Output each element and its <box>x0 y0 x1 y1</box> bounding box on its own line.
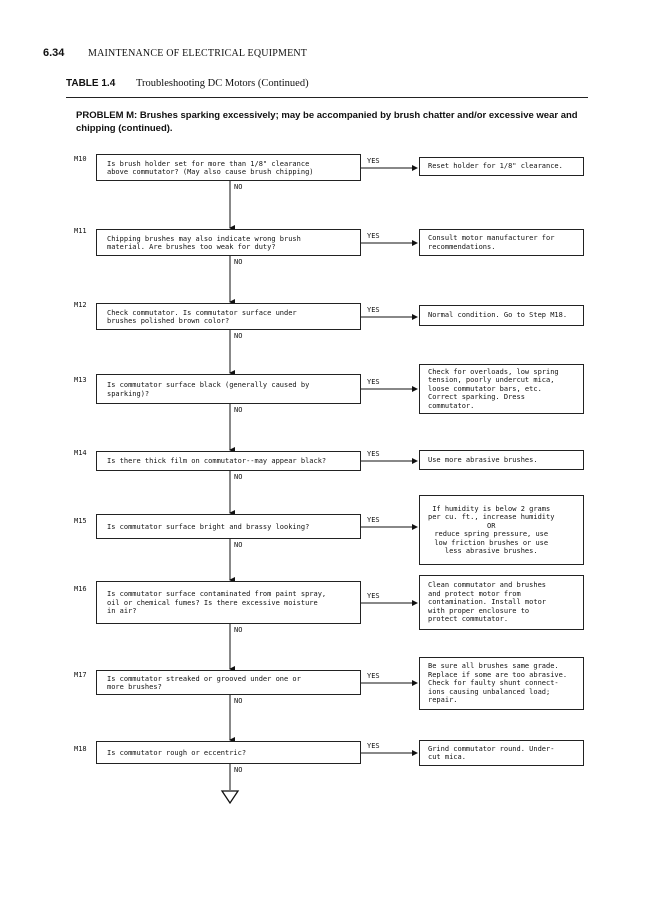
action-box: Consult motor manufacturer for recommendations. <box>419 229 584 256</box>
yes-label: YES <box>367 516 380 524</box>
yes-label: YES <box>367 232 380 240</box>
no-label: NO <box>234 626 243 634</box>
book-title: MAINTENANCE OF ELECTRICAL EQUIPMENT <box>88 48 308 59</box>
step-label: M12 <box>74 301 87 309</box>
yes-label: YES <box>367 157 380 165</box>
question-box: Is commutator streaked or grooved under one or more brushes? <box>96 670 361 695</box>
no-label: NO <box>234 541 243 549</box>
no-label: NO <box>234 332 243 340</box>
question-box: Check commutator. Is commutator surface under brushes polished brown color? <box>96 303 361 330</box>
question-box: Is commutator surface bright and brassy looking? <box>96 514 361 539</box>
step-label: M18 <box>74 745 87 753</box>
yes-label: YES <box>367 672 380 680</box>
action-box: Clean commutator and brushes and protect motor from contamination. Install motor with proper enclosure to protect commutator. <box>419 575 584 630</box>
table-label: TABLE 1.4 <box>66 78 116 89</box>
no-label: NO <box>234 183 243 191</box>
question-box: Is commutator surface black (generally caused by sparking)? <box>96 374 361 404</box>
problem-statement: PROBLEM M: Brushes sparking excessively; may be accompanied by brush chatter and/or excessive wear and chipping (continued). <box>76 110 578 134</box>
no-label: NO <box>234 406 243 414</box>
yes-label: YES <box>367 742 380 750</box>
no-label: NO <box>234 697 243 705</box>
yes-label: YES <box>367 450 380 458</box>
step-label: M11 <box>74 227 87 235</box>
step-label: M10 <box>74 155 87 163</box>
no-label: NO <box>234 473 243 481</box>
action-box: Use more abrasive brushes. <box>419 450 584 470</box>
step-label: M15 <box>74 517 87 525</box>
step-label: M13 <box>74 376 87 384</box>
question-box: Is commutator surface contaminated from paint spray, oil or chemical fumes? Is there excessive moisture in air? <box>96 581 361 624</box>
action-box: Be sure all brushes same grade. Replace if some are too abrasive. Check for faulty shunt connect- ions causing unbalanced load; repair. <box>419 657 584 710</box>
page-number: 6.34 <box>43 47 65 59</box>
yes-label: YES <box>367 378 380 386</box>
question-box: Is brush holder set for more than 1/8" clearance above commutator? (May also cause brush chipping) <box>96 154 361 181</box>
action-box: Normal condition. Go to Step M18. <box>419 305 584 326</box>
end-triangle-icon <box>222 791 238 803</box>
yes-label: YES <box>367 306 380 314</box>
step-label: M17 <box>74 671 87 679</box>
step-label: M16 <box>74 585 87 593</box>
action-box: Grind commutator round. Under- cut mica. <box>419 740 584 766</box>
yes-label: YES <box>367 592 380 600</box>
action-box: If humidity is below 2 grams per cu. ft., increase humidity OR reduce spring pressure, use low friction brushes or use less abrasive brushes. <box>419 495 584 565</box>
table-title: Troubleshooting DC Motors (Continued) <box>136 78 309 89</box>
no-label: NO <box>234 766 243 774</box>
action-box: Reset holder for 1/8" clearance. <box>419 157 584 176</box>
question-box: Chipping brushes may also indicate wrong brush material. Are brushes too weak for duty? <box>96 229 361 256</box>
question-box: Is there thick film on commutator--may appear black? <box>96 451 361 471</box>
step-label: M14 <box>74 449 87 457</box>
action-box: Check for overloads, low spring tension, poorly undercut mica, loose commutator bars, etc. Correct sparking. Dress commutator. <box>419 364 584 414</box>
question-box: Is commutator rough or eccentric? <box>96 741 361 764</box>
no-label: NO <box>234 258 243 266</box>
